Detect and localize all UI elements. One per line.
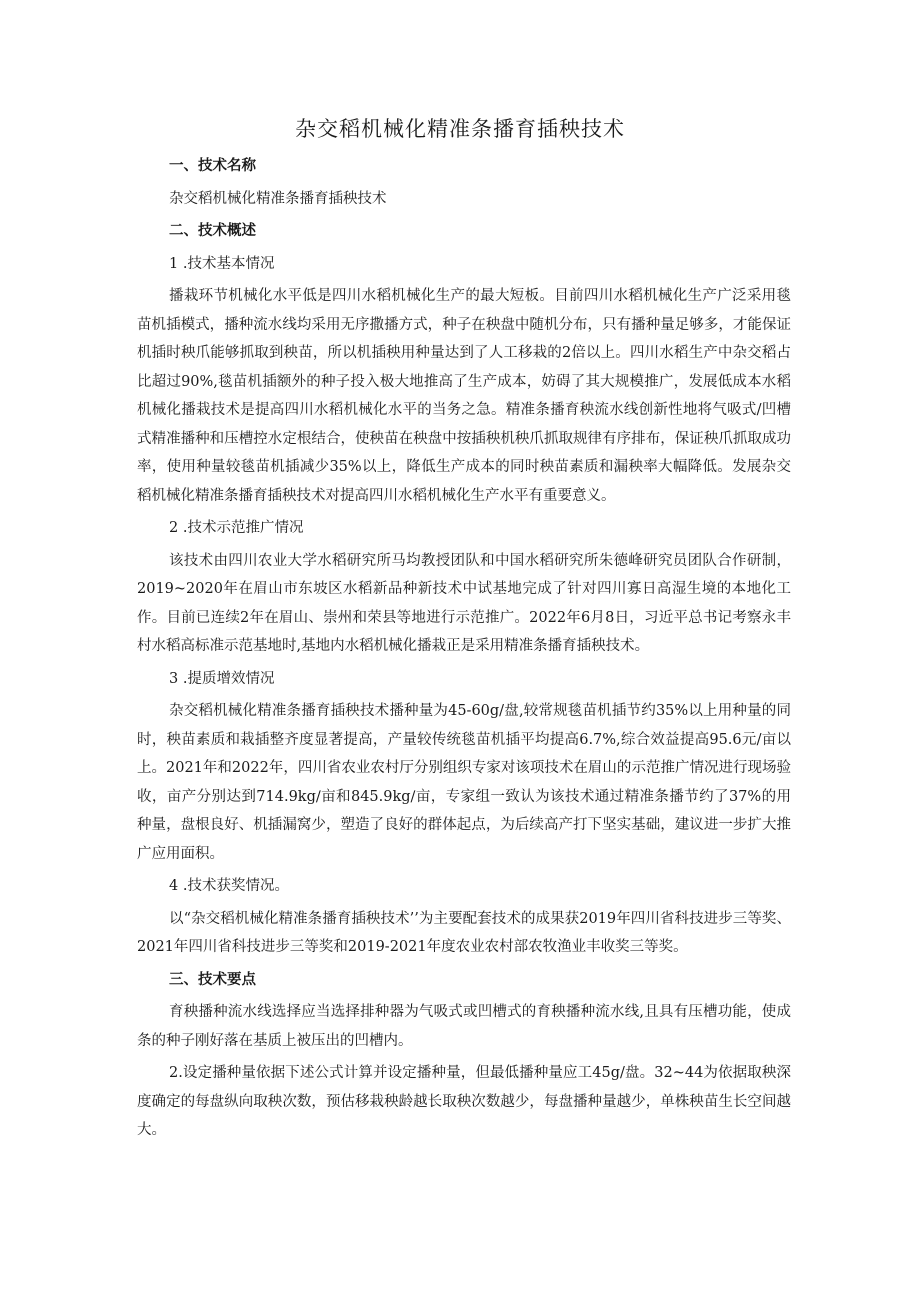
section-heading: 二、技术概述 bbox=[169, 223, 256, 239]
subsection-heading: 2 .技术示范推广情况 bbox=[169, 520, 304, 536]
subsection-heading: 3 .提质增效情况 bbox=[169, 670, 275, 687]
paragraph: 该技术由四川农业大学水稻研究所马均教授团队和中国水稻研究所朱德峰研究员团队合作研制，2019~2020年在眉山市东坡区水稻新品种新技术中试基地完成了针对四川寡日高湿生境的本地化工作。目前已连续2年在眉山、崇州和荣县等地进行示范推广。2022年6月8日，习近平总书记考察永丰村水稻高标准示范基地时,基地内水稻机械化播栽正是采用精准条播育插秧技术。 bbox=[137, 552, 791, 654]
paragraph: 播栽环节机械化水平低是四川水稻机械化生产的最大短板。目前四川水稻机械化生产广泛采用毯苗机插模式，播种流水线均采用无序撒播方式，种子在秧盘中随机分布，只有播种量足够多，才能保证机插时秧爪能够抓取到秧苗，所以机插秧用种量达到了人工移栽的2倍以上。四川水稻生产中杂交稻占比超过90%,毯苗机插额外的种子投入极大地推高了生产成本，妨碍了其大规模推广，发展低成本水稻机械化播栽技术是提高四川水稻机械化水平的当务之急。精准条播育秧流水线创新性地将气吸式/凹槽式精准播种和压槽控水定根结合，使秧苗在秧盘中按插秧机秧爪抓取规律有序排布，保证秧爪抓取成功率，使用种量较毯苗机插减少35%以上，降低生产成本的同时秧苗素质和漏秧率大幅降低。发展杂交稻机械化精准条播育插秧技术对提高四川水稻机械化生产水平有重要意义。 bbox=[137, 288, 791, 504]
paragraph: 杂交稻机械化精准条播育插秧技术 bbox=[169, 190, 387, 207]
paragraph: 杂交稻机械化精准条播育插秧技术播种量为45-60g/盘,较常规毯苗机插节约35%以上用种量的同时，秧苗素质和栽插整齐度显著提高，产量较传统毯苗机插平均提高6.7%,综合效益提高95.6元/亩以上。2021年和2022年，四川省农业农村厅分别组织专家对该项技术在眉山的示范推广情况进行现场验收，亩产分别达到714.9kg∕亩和845.9kg∕亩，专家组一致认为该技术通过精准条播节约了37%的用种量，盘根良好、机插漏窝少，塑造了良好的群体起点，为后续高产打下坚实基础，建议进一步扩大推广应用面积。 bbox=[137, 703, 791, 862]
subsection-heading: 4 .技术获奖情况。 bbox=[169, 878, 289, 894]
document-body bbox=[137, 152, 791, 1149]
section-heading: 三、技术要点 bbox=[169, 971, 256, 988]
subsection-heading: 1 .技术基本情况 bbox=[169, 255, 275, 272]
paragraph: 2.设定播种量依据下述公式计算并设定播种量，但最低播种量应工45g/盘。32~44为依据取秧深度确定的每盘纵向取秧次数，预估移栽秧龄越长取秧次数越少，每盘播种量越少，单株秧苗生长空间越大。 bbox=[137, 1065, 791, 1138]
paragraph: 育秧播种流水线选择应当选择排种器为气吸式或凹槽式的育秧播种流水线,且具有压槽功能，使成条的种子刚好落在基质上被压出的凹槽内。 bbox=[137, 1004, 791, 1049]
paragraph: 以“杂交稻机械化精准条播育插秧技术’’为主要配套技术的成果获2019年四川省科技进步三等奖、2021年四川省科技进步三等奖和2019-2021年度农业农村部农牧渔业丰收奖三等奖。 bbox=[137, 910, 791, 955]
section-heading: 一、技术名称 bbox=[169, 158, 256, 174]
page-title: 杂交稻机械化精准条播育插秧技术 bbox=[295, 117, 625, 141]
